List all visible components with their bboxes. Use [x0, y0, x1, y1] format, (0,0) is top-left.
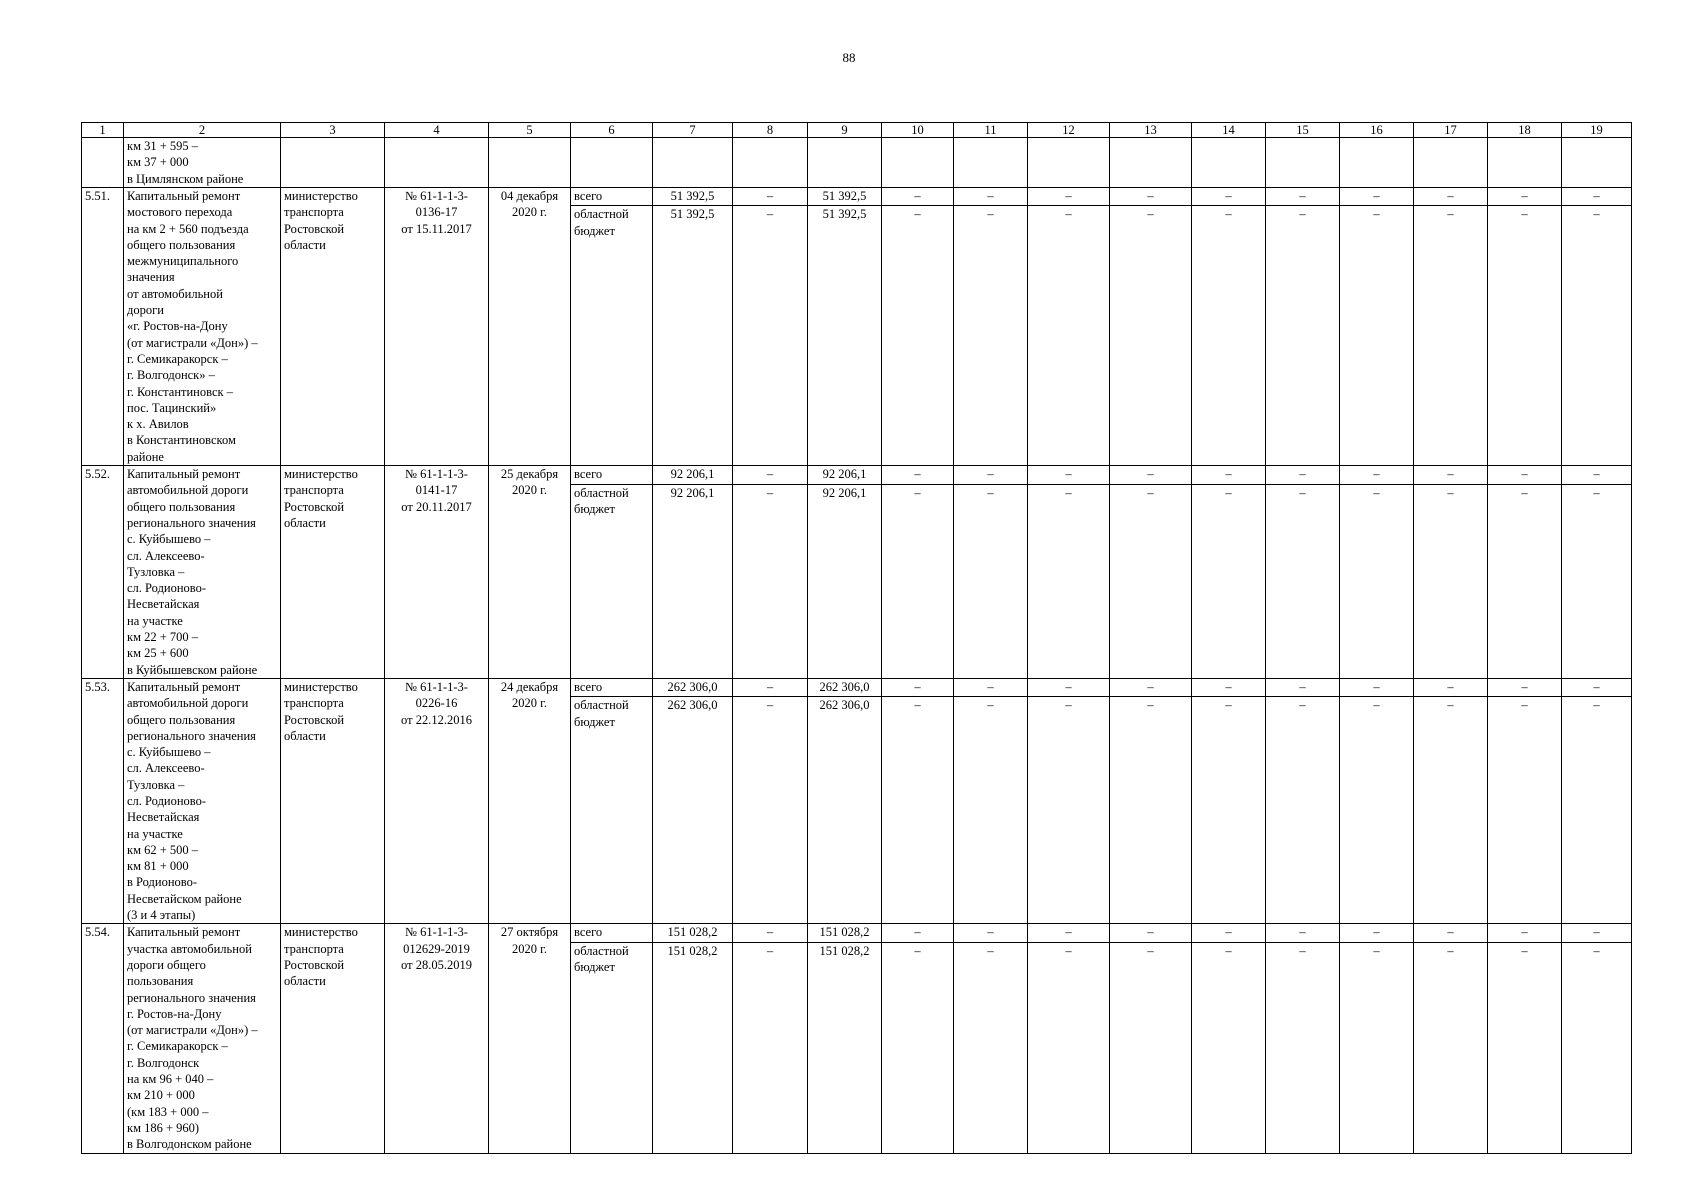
cell-col12: –	[1028, 697, 1110, 924]
cell-col8: –	[733, 678, 808, 696]
cell-col18: –	[1488, 924, 1562, 943]
cell-col13: –	[1110, 466, 1192, 485]
cell-source: областной бюджет	[571, 484, 653, 678]
cell-col10: –	[882, 943, 954, 1153]
cell-col15: –	[1266, 484, 1340, 678]
cell-col17: –	[1414, 206, 1488, 466]
cell-col11: –	[954, 466, 1028, 485]
cell-col10: –	[882, 697, 954, 924]
cell-num	[82, 138, 124, 188]
cell-col15: –	[1266, 188, 1340, 206]
cell-col17: –	[1414, 484, 1488, 678]
cell-col9: 262 306,0	[808, 697, 882, 924]
cell-total: 51 392,5	[653, 206, 733, 466]
column-number: 1	[82, 123, 124, 138]
cell-total: 151 028,2	[653, 943, 733, 1153]
cell-col15: –	[1266, 678, 1340, 696]
cell-total: 262 306,0	[653, 697, 733, 924]
column-number: 9	[808, 123, 882, 138]
cell-col8: –	[733, 484, 808, 678]
cell-col8: –	[733, 466, 808, 485]
cell-col8: –	[733, 206, 808, 466]
column-number: 14	[1192, 123, 1266, 138]
cell-col19: –	[1562, 678, 1632, 696]
column-number: 5	[489, 123, 571, 138]
cell-date: 25 декабря 2020 г.	[489, 466, 571, 679]
cell-col16: –	[1340, 697, 1414, 924]
cell-doc: № 61-1-1-3- 0226-16 от 22.12.2016	[385, 678, 489, 923]
cell-col17: –	[1414, 697, 1488, 924]
cell-col12: –	[1028, 678, 1110, 696]
cell-org: министерство транспорта Ростовской области	[281, 678, 385, 923]
cell-col19: –	[1562, 697, 1632, 924]
cell-col19: –	[1562, 943, 1632, 1153]
cell-col17: –	[1414, 466, 1488, 485]
cell-col16: –	[1340, 188, 1414, 206]
cell-col14: –	[1192, 206, 1266, 466]
cell-source: всего	[571, 188, 653, 206]
cell-col10: –	[882, 206, 954, 466]
cell-doc: № 61-1-1-3- 0141-17 от 20.11.2017	[385, 466, 489, 679]
cell-name: Капитальный ремонт участка автомобильной дороги общего пользования регионального значения г. Ростов-на-Дону (от магистрали «Дон») – г. Семикаракорск – г. Волгодонск на км 96 + 040 – км 210 + 000 (км 183 + 000 – км 186 + 960) в Волгодонском районе	[124, 924, 281, 1153]
cell-source: областной бюджет	[571, 206, 653, 466]
column-number: 10	[882, 123, 954, 138]
cell-col14: –	[1192, 697, 1266, 924]
column-number: 7	[653, 123, 733, 138]
cell-name: км 31 + 595 – км 37 + 000 в Цимлянском районе	[124, 138, 281, 188]
cell-source: всего	[571, 924, 653, 943]
cell-col10: –	[882, 188, 954, 206]
cell-total: 92 206,1	[653, 466, 733, 485]
cell-num: 5.54.	[82, 924, 124, 1153]
cell-col19: –	[1562, 206, 1632, 466]
cell-col13: –	[1110, 678, 1192, 696]
cell-col11: –	[954, 697, 1028, 924]
column-number: 13	[1110, 123, 1192, 138]
cell-col11: –	[954, 678, 1028, 696]
cell-col17: –	[1414, 924, 1488, 943]
cell-col14: –	[1192, 678, 1266, 696]
cell-num: 5.51.	[82, 188, 124, 466]
cell-col13: –	[1110, 206, 1192, 466]
cell-col11: –	[954, 484, 1028, 678]
cell-col18: –	[1488, 678, 1562, 696]
cell-col18: –	[1488, 484, 1562, 678]
cell-col19: –	[1562, 484, 1632, 678]
cell-doc: № 61-1-1-3- 0136-17 от 15.11.2017	[385, 188, 489, 466]
cell-col15: –	[1266, 206, 1340, 466]
cell-org: министерство транспорта Ростовской области	[281, 924, 385, 1153]
cell-total: 151 028,2	[653, 924, 733, 943]
cell-col12: –	[1028, 206, 1110, 466]
cell-col10: –	[882, 678, 954, 696]
cell-source: областной бюджет	[571, 943, 653, 1153]
column-number: 2	[124, 123, 281, 138]
cell-source: всего	[571, 678, 653, 696]
cell-col16: –	[1340, 924, 1414, 943]
cell-date: 27 октября 2020 г.	[489, 924, 571, 1153]
cell-total: 92 206,1	[653, 484, 733, 678]
cell-col11: –	[954, 943, 1028, 1153]
cell-col9: 51 392,5	[808, 188, 882, 206]
cell-col18: –	[1488, 466, 1562, 485]
table-body	[82, 123, 1632, 1154]
page-number: 88	[842, 50, 856, 65]
column-number: 12	[1028, 123, 1110, 138]
cell-col8: –	[733, 697, 808, 924]
cell-col18: –	[1488, 188, 1562, 206]
cell-col10: –	[882, 924, 954, 943]
cell-col13: –	[1110, 697, 1192, 924]
cell-col17: –	[1414, 678, 1488, 696]
cell-col10: –	[882, 484, 954, 678]
column-number: 16	[1340, 123, 1414, 138]
cell-col9: 92 206,1	[808, 484, 882, 678]
cell-col19: –	[1562, 466, 1632, 485]
cell-col13: –	[1110, 484, 1192, 678]
cell-col11: –	[954, 188, 1028, 206]
cell-col14: –	[1192, 466, 1266, 485]
cell-col15: –	[1266, 924, 1340, 943]
cell-name: Капитальный ремонт автомобильной дороги общего пользования регионального значения с. Куйбышево – сл. Алексеево- Тузловка – сл. Родионово- Несветайская на участке км 22 + 700 – км 25 + 600 в Куйбышевском районе	[124, 466, 281, 679]
cell-col16: –	[1340, 206, 1414, 466]
cell-col13: –	[1110, 188, 1192, 206]
table-row	[82, 466, 1632, 485]
cell-org: министерство транспорта Ростовской области	[281, 466, 385, 679]
cell-col9: 151 028,2	[808, 924, 882, 943]
cell-col16: –	[1340, 466, 1414, 485]
column-number: 19	[1562, 123, 1632, 138]
cell-col19: –	[1562, 924, 1632, 943]
column-number: 4	[385, 123, 489, 138]
column-number: 6	[571, 123, 653, 138]
cell-org: министерство транспорта Ростовской области	[281, 188, 385, 466]
column-number: 8	[733, 123, 808, 138]
cell-col12: –	[1028, 466, 1110, 485]
column-number: 18	[1488, 123, 1562, 138]
financing-table	[81, 122, 1632, 1154]
cell-col15: –	[1266, 697, 1340, 924]
cell-col16: –	[1340, 943, 1414, 1153]
cell-col17: –	[1414, 188, 1488, 206]
table-row	[82, 188, 1632, 206]
cell-col13: –	[1110, 943, 1192, 1153]
table-row	[82, 924, 1632, 943]
cell-col8: –	[733, 924, 808, 943]
cell-col12: –	[1028, 484, 1110, 678]
cell-col8: –	[733, 188, 808, 206]
cell-num: 5.52.	[82, 466, 124, 679]
table-row	[82, 138, 1632, 188]
cell-col11: –	[954, 924, 1028, 943]
cell-col15: –	[1266, 466, 1340, 485]
column-number: 3	[281, 123, 385, 138]
column-number: 11	[954, 123, 1028, 138]
cell-col18: –	[1488, 206, 1562, 466]
cell-num: 5.53.	[82, 678, 124, 923]
cell-name: Капитальный ремонт мостового перехода на км 2 + 560 подъезда общего пользования межмуниципального значения от автомобильной дороги «г. Ростов-на-Дону (от магистрали «Дон») – г. Семикаракорск – г. Волгодонск» – г. Константиновск – пос. Тацинский» к х. Авилов в Константиновском районе	[124, 188, 281, 466]
cell-col15: –	[1266, 943, 1340, 1153]
cell-source: областной бюджет	[571, 697, 653, 924]
cell-col18: –	[1488, 697, 1562, 924]
cell-col14: –	[1192, 924, 1266, 943]
cell-col9: 151 028,2	[808, 943, 882, 1153]
cell-col9: 92 206,1	[808, 466, 882, 485]
column-number: 15	[1266, 123, 1340, 138]
cell-col14: –	[1192, 943, 1266, 1153]
cell-col12: –	[1028, 943, 1110, 1153]
cell-col14: –	[1192, 188, 1266, 206]
cell-col16: –	[1340, 484, 1414, 678]
cell-col13: –	[1110, 924, 1192, 943]
cell-total: 51 392,5	[653, 188, 733, 206]
cell-name: Капитальный ремонт автомобильной дороги общего пользования регионального значения с. Куйбышево – сл. Алексеево- Тузловка – сл. Родионово- Несветайская на участке км 62 + 500 – км 81 + 000 в Родионово- Несветайском районе (3 и 4 этапы)	[124, 678, 281, 923]
cell-col9: 262 306,0	[808, 678, 882, 696]
column-number-row	[82, 123, 1632, 138]
cell-col9: 51 392,5	[808, 206, 882, 466]
cell-col12: –	[1028, 924, 1110, 943]
column-number: 17	[1414, 123, 1488, 138]
cell-total: 262 306,0	[653, 678, 733, 696]
cell-col12: –	[1028, 188, 1110, 206]
cell-doc: № 61-1-1-3- 012629-2019 от 28.05.2019	[385, 924, 489, 1153]
cell-col10: –	[882, 466, 954, 485]
cell-col14: –	[1192, 484, 1266, 678]
table-row	[82, 678, 1632, 696]
cell-col18: –	[1488, 943, 1562, 1153]
cell-col17: –	[1414, 943, 1488, 1153]
cell-date: 24 декабря 2020 г.	[489, 678, 571, 923]
cell-col8: –	[733, 943, 808, 1153]
cell-source: всего	[571, 466, 653, 485]
cell-col16: –	[1340, 678, 1414, 696]
cell-col19: –	[1562, 188, 1632, 206]
cell-col11: –	[954, 206, 1028, 466]
cell-date: 04 декабря 2020 г.	[489, 188, 571, 466]
